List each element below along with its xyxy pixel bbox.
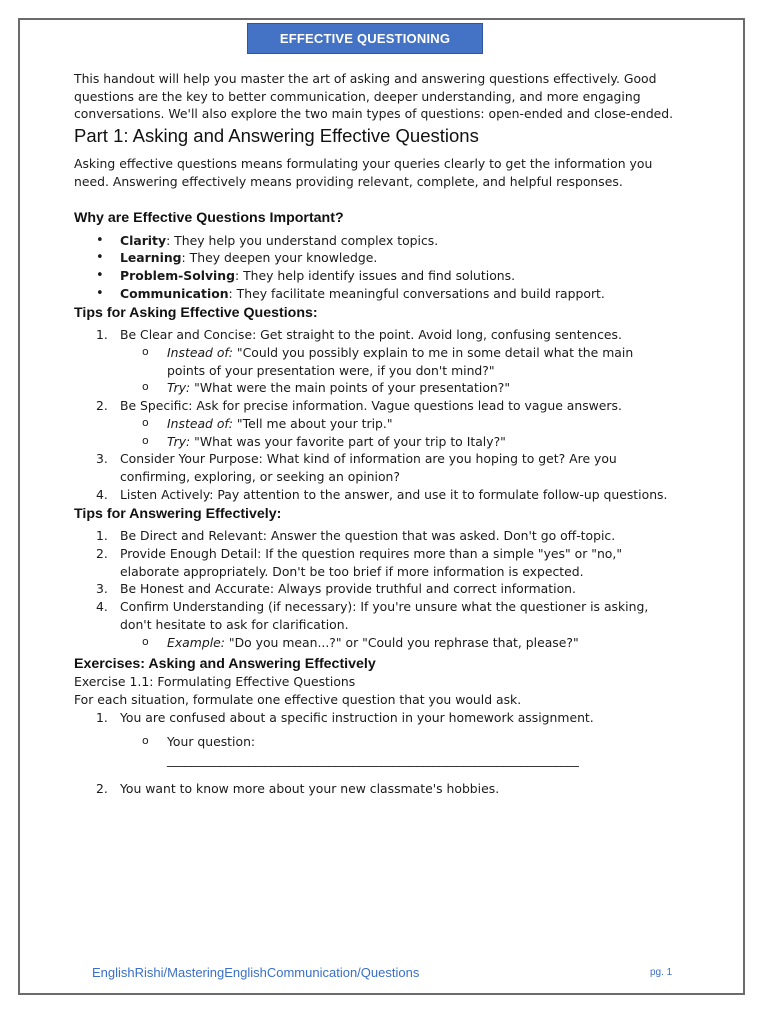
item-number: 3. <box>96 451 108 467</box>
sub-label: Instead of: <box>167 345 233 361</box>
list-item <box>74 285 674 303</box>
item-text: Be Honest and Accurate: Always provide truthful and correct information. <box>120 581 576 597</box>
sub-text: "What were the main points of your presentation?" <box>190 380 511 396</box>
list-item <box>74 232 674 250</box>
answer-line[interactable]: _______________________________________________________________________ <box>167 752 579 768</box>
asking-list <box>74 326 674 503</box>
sub-label: Try: <box>167 380 191 396</box>
item-number: 3. <box>96 581 108 597</box>
list-item <box>74 527 674 545</box>
sub-item <box>74 379 674 397</box>
sub-text: "Do you mean...?" or "Could you rephrase that, please?" <box>224 634 579 650</box>
list-item <box>74 450 674 485</box>
sub-list <box>120 733 674 768</box>
sub-list <box>120 634 674 652</box>
item-number: 4. <box>96 486 108 502</box>
part1-paragraph: Asking effective questions means formulating your queries clearly to get the information you need. Answering effectively means providing relevant, complete, and helpful responses. <box>74 156 653 189</box>
why-list <box>74 232 674 303</box>
asking-heading: Tips for Asking Effective Questions: <box>74 305 318 322</box>
list-item <box>74 486 674 504</box>
sub-label: Your question: <box>167 734 256 750</box>
page-number: pg. 1 <box>650 967 673 978</box>
item-text: Be Specific: Ask for precise information. Vague questions lead to vague answers. <box>120 398 622 414</box>
item-number: 2. <box>96 780 108 796</box>
term-desc: : They help you understand complex topics. <box>166 232 439 248</box>
item-number: 4. <box>96 599 108 615</box>
sub-item <box>74 634 674 652</box>
sub-item <box>74 415 674 433</box>
term: Learning <box>120 250 182 266</box>
answering-heading: Tips for Answering Effectively: <box>74 506 282 523</box>
sub-list <box>120 415 674 450</box>
sub-label: Example: <box>167 634 225 650</box>
item-number: 1. <box>96 709 108 725</box>
item-text: You want to know more about your new classmate's hobbies. <box>120 780 500 796</box>
list-item <box>74 598 674 651</box>
sub-label: Try: <box>167 433 191 449</box>
exercise-label: Exercise 1.1: Formulating Effective Questions <box>74 674 356 690</box>
term-desc: : They facilitate meaningful conversations and build rapport. <box>228 285 605 301</box>
sub-text: "Tell me about your trip." <box>232 415 393 431</box>
item-text: You are confused about a specific instruction in your homework assignment. <box>120 709 594 725</box>
exercise-instruction: For each situation, formulate one effective question that you would ask. <box>74 691 522 707</box>
item-text: Listen Actively: Pay attention to the answer, and use it to formulate follow-up questions. <box>120 486 668 502</box>
answering-list <box>74 527 674 651</box>
item-text: Be Direct and Relevant: Answer the question that was asked. Don't go off-topic. <box>120 528 616 544</box>
term-desc: : They deepen your knowledge. <box>181 250 378 266</box>
item-number: 1. <box>96 327 108 343</box>
part1-heading: Part 1: Asking and Answering Effective Questions <box>74 125 479 147</box>
list-item <box>74 249 674 267</box>
item-text: Be Clear and Concise: Get straight to the point. Avoid long, confusing sentences. <box>120 327 622 343</box>
exercises-heading: Exercises: Asking and Answering Effectively <box>74 656 376 673</box>
list-item <box>74 780 674 798</box>
document-body <box>74 70 674 798</box>
document-title: EFFECTIVE QUESTIONING <box>247 23 483 54</box>
term: Communication <box>120 285 229 301</box>
exercise-list <box>74 709 674 798</box>
sub-text: "What was your favorite part of your trip to Italy?" <box>190 433 506 449</box>
sub-list <box>120 344 674 397</box>
why-heading: Why are Effective Questions Important? <box>74 209 344 226</box>
intro-paragraph: This handout will help you master the art of asking and answering questions effectively. Good questions are the key to better communication, deeper understanding, and more engaging conversations. We'll also explore the two main types of questions: open-ended and close-ended. <box>74 71 674 122</box>
term-desc: : They help identify issues and find solutions. <box>234 267 516 283</box>
item-text: Consider Your Purpose: What kind of information are you hoping to get? Are you confirming, exploring, or seeking an opinion? <box>120 451 617 484</box>
term: Clarity <box>120 232 167 248</box>
list-item <box>74 709 674 769</box>
footer-source: EnglishRishi/MasteringEnglishCommunication/Questions <box>92 965 420 980</box>
list-item <box>74 326 674 397</box>
item-text: Provide Enough Detail: If the question requires more than a simple "yes" or "no," elaborate appropriately. Don't be too brief if more information is expected. <box>120 546 623 579</box>
sub-item <box>74 733 674 768</box>
list-item <box>74 397 674 450</box>
list-item <box>74 580 674 598</box>
item-text: Confirm Understanding (if necessary): If you're unsure what the questioner is asking, don't hesitate to ask for clarification. <box>120 599 649 632</box>
list-item <box>74 545 674 580</box>
sub-item <box>74 344 674 379</box>
list-item <box>74 267 674 285</box>
term: Problem-Solving <box>120 267 235 283</box>
sub-item <box>74 433 674 451</box>
item-number: 2. <box>96 546 108 562</box>
sub-text: "Could you possibly explain to me in some detail what the main points of your presentation were, if you don't mind?" <box>167 345 634 378</box>
item-number: 2. <box>96 398 108 414</box>
item-number: 1. <box>96 528 108 544</box>
sub-label: Instead of: <box>167 415 233 431</box>
